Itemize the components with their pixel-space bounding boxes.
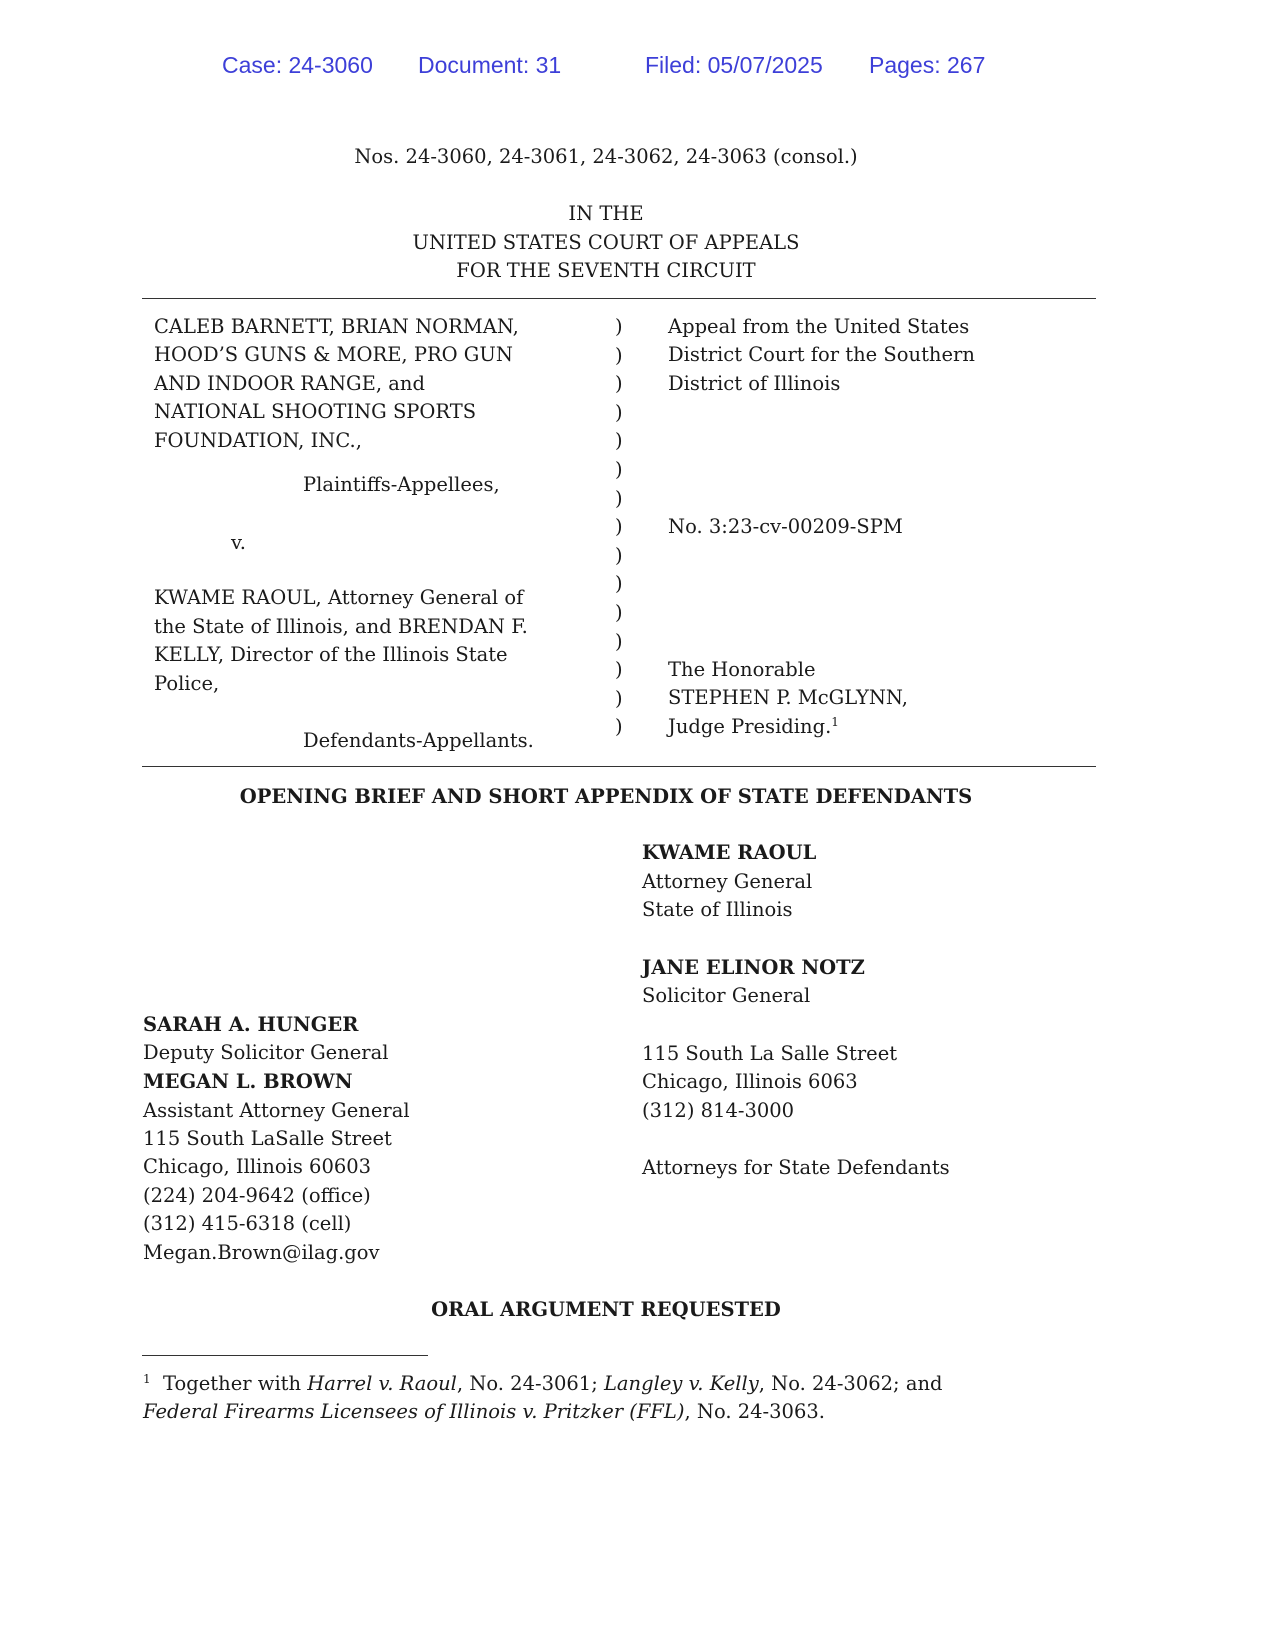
- caption-paren: ): [615, 458, 623, 481]
- judge-line: [668, 713, 839, 741]
- phone: (224) 204-9642 (office): [143, 1184, 371, 1207]
- caption-bottom-rule: [142, 766, 1096, 767]
- case-citation: Harrel v. Raoul: [307, 1372, 457, 1395]
- footnote-line: [143, 1398, 825, 1426]
- plaintiffs-line: AND INDOOR RANGE, and: [154, 372, 425, 395]
- appeal-from-line: District of Illinois: [668, 372, 841, 395]
- docket-numbers: Nos. 24-3060, 24-3061, 24-3062, 24-3063 (consol.): [354, 145, 858, 168]
- filing-case: Case: 24-3060: [222, 52, 373, 78]
- caption-paren: ): [615, 400, 623, 424]
- counsel-name: SARAH A. HUNGER: [143, 1013, 359, 1036]
- defendants-line: Police,: [154, 672, 220, 695]
- judge-line: The Honorable: [668, 658, 816, 681]
- court-line: IN THE: [568, 202, 644, 225]
- footnote-text: , No. 24-3063.: [684, 1400, 825, 1423]
- footnote-text: Together with: [163, 1372, 308, 1395]
- plaintiffs-line: CALEB BARNETT, BRIAN NORMAN,: [154, 315, 519, 338]
- defendants-line: KWAME RAOUL, Attorney General of: [154, 586, 524, 609]
- email[interactable]: Megan.Brown@ilag.gov: [143, 1241, 380, 1264]
- brief-title: OPENING BRIEF AND SHORT APPENDIX OF STATE DEFENDANTS: [239, 785, 973, 808]
- footnote-text: , No. 24-3062; and: [758, 1372, 943, 1395]
- caption-paren: ): [615, 629, 623, 653]
- counsel-name: KWAME RAOUL: [642, 841, 817, 864]
- footnote-rule: [142, 1355, 428, 1356]
- defendants-role: Defendants-Appellants.: [303, 729, 534, 752]
- plaintiffs-line: HOOD’S GUNS & MORE, PRO GUN: [154, 343, 513, 366]
- oral-argument: ORAL ARGUMENT REQUESTED: [431, 1298, 781, 1321]
- appeal-from-line: Appeal from the United States: [668, 315, 970, 338]
- phone: (312) 814-3000: [642, 1099, 795, 1122]
- appeal-from-line: District Court for the Southern: [668, 343, 975, 366]
- address-line: Chicago, Illinois 60603: [143, 1155, 372, 1178]
- caption-top-rule: [142, 298, 1096, 299]
- counsel-name: JANE ELINOR NOTZ: [642, 956, 865, 979]
- caption-paren: ): [615, 429, 623, 453]
- caption-paren: ): [615, 572, 623, 596]
- plaintiffs-line: NATIONAL SHOOTING SPORTS: [154, 400, 477, 423]
- counsel-title: Solicitor General: [642, 984, 811, 1007]
- defendants-line: KELLY, Director of the Illinois State: [154, 643, 508, 666]
- court-line: FOR THE SEVENTH CIRCUIT: [456, 259, 756, 282]
- plaintiffs-role: Plaintiffs-Appellees,: [303, 473, 500, 496]
- phone: (312) 415-6318 (cell): [143, 1212, 352, 1235]
- counsel-title: Deputy Solicitor General: [143, 1041, 389, 1064]
- address-line: 115 South LaSalle Street: [143, 1127, 392, 1150]
- caption-paren: ): [615, 372, 623, 396]
- filing-pages: Pages: 267: [869, 52, 986, 78]
- caption-paren: ): [615, 601, 623, 624]
- footnote-reference[interactable]: 1: [831, 715, 839, 729]
- counsel-title: Attorney General: [642, 870, 813, 893]
- caption-paren: ): [615, 658, 623, 682]
- case-citation: Langley v. Kelly: [603, 1372, 759, 1395]
- caption-paren: ): [615, 715, 623, 739]
- plaintiffs-line: FOUNDATION, INC.,: [154, 429, 362, 452]
- footnote-mark: 1: [143, 1372, 151, 1386]
- counsel-title: Assistant Attorney General: [143, 1099, 410, 1122]
- case-citation: Federal Firearms Licensees of Illinois v. Pritzker (FFL): [143, 1400, 685, 1423]
- caption-paren: ): [615, 315, 623, 338]
- attorneys-for: Attorneys for State Defendants: [642, 1156, 950, 1179]
- counsel-name: MEGAN L. BROWN: [143, 1070, 353, 1093]
- caption-paren: ): [615, 486, 623, 510]
- court-line: UNITED STATES COURT OF APPEALS: [412, 231, 800, 254]
- footnote-text: , No. 24-3061;: [456, 1372, 604, 1395]
- filing-date: Filed: 05/07/2025: [645, 52, 823, 78]
- footnote-line: [143, 1370, 942, 1398]
- caption-paren: ): [615, 343, 623, 367]
- defendants-line: the State of Illinois, and BRENDAN F.: [154, 615, 528, 638]
- judge-presiding: Judge Presiding.: [668, 715, 832, 738]
- address-line: Chicago, Illinois 6063: [642, 1070, 858, 1093]
- district-case-number: No. 3:23-cv-00209-SPM: [668, 515, 903, 538]
- caption-paren: ): [615, 543, 623, 567]
- versus: v.: [231, 531, 246, 554]
- filing-document: Document: 31: [418, 52, 562, 78]
- caption-paren: ): [615, 515, 623, 539]
- judge-line: STEPHEN P. McGLYNN,: [668, 686, 908, 709]
- counsel-title: State of Illinois: [642, 898, 793, 921]
- address-line: 115 South La Salle Street: [642, 1042, 898, 1065]
- caption-paren: ): [615, 686, 623, 710]
